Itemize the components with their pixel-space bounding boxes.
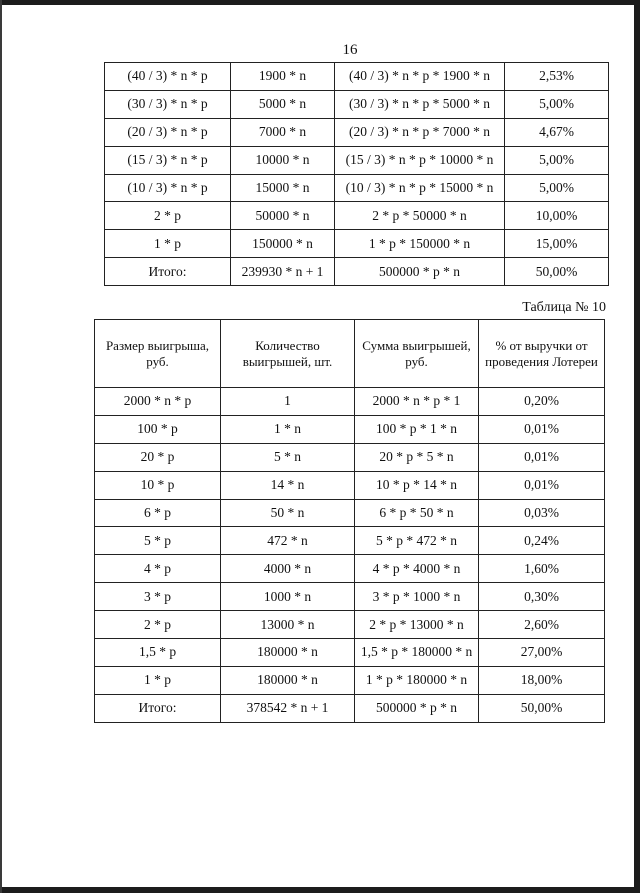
prize-table-10-body bbox=[95, 388, 605, 723]
table-row bbox=[95, 499, 605, 527]
table-header-row bbox=[95, 320, 605, 388]
cell-prize-size: Итого: bbox=[105, 258, 231, 286]
cell-prize-sum: 1 * p * 150000 * n bbox=[335, 230, 505, 258]
cell-prize-size: Итого: bbox=[95, 694, 221, 722]
cell-prize-sum: 3 * p * 1000 * n bbox=[355, 583, 479, 611]
cell-revenue-percent: 50,00% bbox=[479, 694, 605, 722]
cell-prize-sum: 20 * p * 5 * n bbox=[355, 443, 479, 471]
table-row bbox=[105, 202, 609, 230]
cell-revenue-percent: 0,01% bbox=[479, 443, 605, 471]
cell-prize-count: 378542 * n + 1 bbox=[221, 694, 355, 722]
cell-prize-size: 1 * p bbox=[95, 666, 221, 694]
table-row bbox=[95, 415, 605, 443]
cell-prize-sum: 5 * p * 472 * n bbox=[355, 527, 479, 555]
cell-prize-count: 180000 * n bbox=[221, 639, 355, 667]
cell-revenue-percent: 1,60% bbox=[479, 555, 605, 583]
cell-prize-count: 180000 * n bbox=[221, 666, 355, 694]
table-row bbox=[95, 471, 605, 499]
table-row bbox=[95, 611, 605, 639]
cell-revenue-percent: 0,20% bbox=[479, 388, 605, 416]
cell-prize-sum: 500000 * p * n bbox=[335, 258, 505, 286]
cell-prize-size: 100 * p bbox=[95, 415, 221, 443]
cell-prize-sum: 6 * p * 50 * n bbox=[355, 499, 479, 527]
cell-revenue-percent: 15,00% bbox=[505, 230, 609, 258]
cell-prize-count: 50000 * n bbox=[231, 202, 335, 230]
cell-prize-sum: 500000 * p * n bbox=[355, 694, 479, 722]
cell-revenue-percent: 2,60% bbox=[479, 611, 605, 639]
table-row bbox=[105, 230, 609, 258]
cell-prize-count: 50 * n bbox=[221, 499, 355, 527]
table-row bbox=[105, 63, 609, 91]
table-row bbox=[95, 388, 605, 416]
header-prize-sum: Сумма выигрышей, руб. bbox=[355, 320, 479, 388]
cell-prize-count: 150000 * n bbox=[231, 230, 335, 258]
prize-table-continued bbox=[104, 62, 609, 286]
cell-prize-count: 5 * n bbox=[221, 443, 355, 471]
table-row bbox=[95, 527, 605, 555]
table-row bbox=[105, 118, 609, 146]
cell-revenue-percent: 50,00% bbox=[505, 258, 609, 286]
scan-border-right bbox=[634, 0, 640, 893]
cell-prize-sum: 4 * p * 4000 * n bbox=[355, 555, 479, 583]
cell-revenue-percent: 0,01% bbox=[479, 415, 605, 443]
cell-prize-size: (20 / 3) * n * p bbox=[105, 118, 231, 146]
cell-prize-count: 15000 * n bbox=[231, 174, 335, 202]
cell-prize-size: 3 * p bbox=[95, 583, 221, 611]
header-prize-count: Количество выигрышей, шт. bbox=[221, 320, 355, 388]
cell-prize-size: (15 / 3) * n * p bbox=[105, 146, 231, 174]
cell-prize-size: 1 * p bbox=[105, 230, 231, 258]
cell-prize-size: (10 / 3) * n * p bbox=[105, 174, 231, 202]
cell-revenue-percent: 5,00% bbox=[505, 90, 609, 118]
cell-revenue-percent: 4,67% bbox=[505, 118, 609, 146]
scan-border-left bbox=[0, 0, 2, 893]
cell-prize-size: (30 / 3) * n * p bbox=[105, 90, 231, 118]
scan-border-bottom bbox=[0, 887, 640, 893]
cell-prize-sum: 1,5 * p * 180000 * n bbox=[355, 639, 479, 667]
cell-prize-count: 13000 * n bbox=[221, 611, 355, 639]
cell-prize-size: 4 * p bbox=[95, 555, 221, 583]
table-caption: Таблица № 10 bbox=[522, 300, 606, 315]
header-prize-size: Размер выигрыша, руб. bbox=[95, 320, 221, 388]
total-row bbox=[95, 694, 605, 722]
table-row bbox=[105, 174, 609, 202]
table-row bbox=[105, 90, 609, 118]
cell-prize-sum: 2 * p * 13000 * n bbox=[355, 611, 479, 639]
cell-prize-sum: 10 * p * 14 * n bbox=[355, 471, 479, 499]
cell-prize-size: 2 * p bbox=[95, 611, 221, 639]
cell-revenue-percent: 2,53% bbox=[505, 63, 609, 91]
cell-revenue-percent: 0,03% bbox=[479, 499, 605, 527]
cell-prize-sum: (30 / 3) * n * p * 5000 * n bbox=[335, 90, 505, 118]
cell-revenue-percent: 27,00% bbox=[479, 639, 605, 667]
scan-border-top bbox=[0, 0, 640, 5]
cell-prize-count: 239930 * n + 1 bbox=[231, 258, 335, 286]
cell-prize-sum: (40 / 3) * n * p * 1900 * n bbox=[335, 63, 505, 91]
cell-revenue-percent: 0,01% bbox=[479, 471, 605, 499]
total-row bbox=[105, 258, 609, 286]
cell-prize-size: 10 * p bbox=[95, 471, 221, 499]
table-row bbox=[95, 555, 605, 583]
table-row bbox=[95, 583, 605, 611]
cell-prize-count: 4000 * n bbox=[221, 555, 355, 583]
cell-prize-sum: 2000 * n * p * 1 bbox=[355, 388, 479, 416]
cell-revenue-percent: 18,00% bbox=[479, 666, 605, 694]
cell-prize-count: 1900 * n bbox=[231, 63, 335, 91]
prize-table-continued-body bbox=[105, 63, 609, 286]
cell-prize-sum: 1 * p * 180000 * n bbox=[355, 666, 479, 694]
cell-prize-count: 14 * n bbox=[221, 471, 355, 499]
cell-prize-sum: (10 / 3) * n * p * 15000 * n bbox=[335, 174, 505, 202]
cell-prize-sum: (15 / 3) * n * p * 10000 * n bbox=[335, 146, 505, 174]
cell-revenue-percent: 10,00% bbox=[505, 202, 609, 230]
table-row bbox=[105, 146, 609, 174]
cell-prize-sum: 2 * p * 50000 * n bbox=[335, 202, 505, 230]
cell-prize-sum: (20 / 3) * n * p * 7000 * n bbox=[335, 118, 505, 146]
cell-revenue-percent: 0,30% bbox=[479, 583, 605, 611]
table-row bbox=[95, 443, 605, 471]
cell-prize-count: 7000 * n bbox=[231, 118, 335, 146]
cell-revenue-percent: 5,00% bbox=[505, 174, 609, 202]
cell-prize-size: 6 * p bbox=[95, 499, 221, 527]
cell-prize-count: 1 * n bbox=[221, 415, 355, 443]
cell-prize-size: 2000 * n * p bbox=[95, 388, 221, 416]
cell-prize-size: 20 * p bbox=[95, 443, 221, 471]
cell-revenue-percent: 5,00% bbox=[505, 146, 609, 174]
cell-prize-count: 5000 * n bbox=[231, 90, 335, 118]
cell-prize-size: 5 * p bbox=[95, 527, 221, 555]
cell-prize-count: 1000 * n bbox=[221, 583, 355, 611]
cell-prize-count: 472 * n bbox=[221, 527, 355, 555]
cell-prize-size: (40 / 3) * n * p bbox=[105, 63, 231, 91]
cell-prize-count: 10000 * n bbox=[231, 146, 335, 174]
cell-prize-count: 1 bbox=[221, 388, 355, 416]
page-number: 16 bbox=[342, 42, 358, 58]
cell-prize-size: 1,5 * p bbox=[95, 639, 221, 667]
prize-table-10 bbox=[94, 319, 605, 723]
cell-prize-size: 2 * p bbox=[105, 202, 231, 230]
cell-revenue-percent: 0,24% bbox=[479, 527, 605, 555]
cell-prize-sum: 100 * p * 1 * n bbox=[355, 415, 479, 443]
table-row bbox=[95, 666, 605, 694]
header-revenue-percent: % от выручки от проведения Лотереи bbox=[479, 320, 605, 388]
table-row bbox=[95, 639, 605, 667]
